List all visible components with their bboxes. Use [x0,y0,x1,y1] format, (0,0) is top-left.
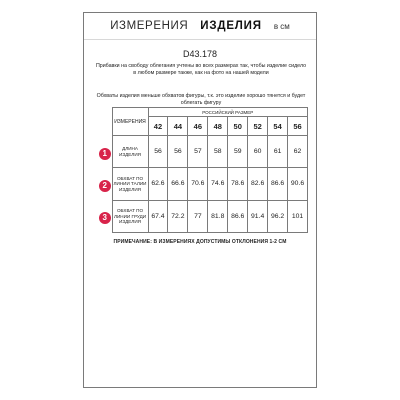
row-label: ОБХВАТ ПО ЛИНИИ ГРУДИ ИЗДЕЛИЯ [112,200,148,232]
number-badge-icon: 3 [99,212,111,224]
row-label: ДЛИНА ИЗДЕЛИЯ [112,136,148,168]
row-badge-cell [98,136,112,168]
size-col-header: 44 [168,117,188,136]
row-label: ОБХВАТ ПО ЛИНИИ ТАЛИИ ИЗДЕЛИЯ [112,168,148,200]
table-cell: 60 [248,136,268,168]
size-col-header: 56 [288,117,308,136]
size-system-label: РОССИЙСКИЙ РАЗМЕР [148,108,308,117]
table-cell: 66.6 [168,168,188,200]
table-cell: 101 [288,200,308,232]
header-units: в см [273,21,290,31]
table-cell: 61 [268,136,288,168]
table-cell: 78.6 [228,168,248,200]
table-cell: 56 [148,136,168,168]
table-cell: 58 [208,136,228,168]
header-garment: ИЗДЕЛИЯ [200,20,262,32]
table-cell: 74.6 [208,168,228,200]
size-col-header: 50 [228,117,248,136]
table-cell: 72.2 [168,200,188,232]
size-table-wrap [98,107,308,233]
table-cell: 96.2 [268,200,288,232]
tolerance-remark: ПРИМЕЧАНИЕ: В ИЗМЕРЕНИЯХ ДОПУСТИМЫ ОТКЛОНЕНИЯ 1-2 СМ [113,239,287,245]
size-col-header: 54 [268,117,288,136]
table-cell: 91.4 [248,200,268,232]
table-cell: 86.6 [268,168,288,200]
size-col-header: 46 [188,117,208,136]
size-table [98,107,308,233]
table-cell: 70.6 [188,168,208,200]
size-col-header: 52 [248,117,268,136]
corner-label: ИЗМЕРЕНИЯ [112,108,148,136]
size-chart-sheet [83,12,317,388]
header-measurements: ИЗМЕРЕНИЯ [110,20,189,32]
row-badge-cell [98,168,112,200]
fit-note: Прибавки на свободу облегания учтены во всех размерах так, чтобы изделие сидело в любом размере также, как на фото на нашей модели [95,63,307,77]
table-cell: 62 [288,136,308,168]
table-cell: 82.6 [248,168,268,200]
table-cell: 67.4 [148,200,168,232]
table-cell: 56 [168,136,188,168]
table-cell: 81.8 [208,200,228,232]
table-cell: 86.6 [228,200,248,232]
article-number: D43.178 [182,49,218,59]
chart-header [84,13,316,40]
table-cell: 62.6 [148,168,168,200]
number-badge-icon: 2 [99,180,111,192]
row-badge-cell [98,200,112,232]
table-row [98,200,308,232]
table-cell: 59 [228,136,248,168]
table-row [98,136,308,168]
table-row [98,168,308,200]
table-cell: 57 [188,136,208,168]
size-col-header: 42 [148,117,168,136]
table-cell: 77 [188,200,208,232]
number-badge-icon: 1 [99,148,111,160]
table-cell: 90.6 [288,168,308,200]
size-col-header: 48 [208,117,228,136]
stretch-note: Обхваты изделия меньше обхватов фигуры, т.к. это изделие хорошо тянется и будет облегать фигуру [96,93,306,107]
badge-column-spacer [98,108,112,136]
